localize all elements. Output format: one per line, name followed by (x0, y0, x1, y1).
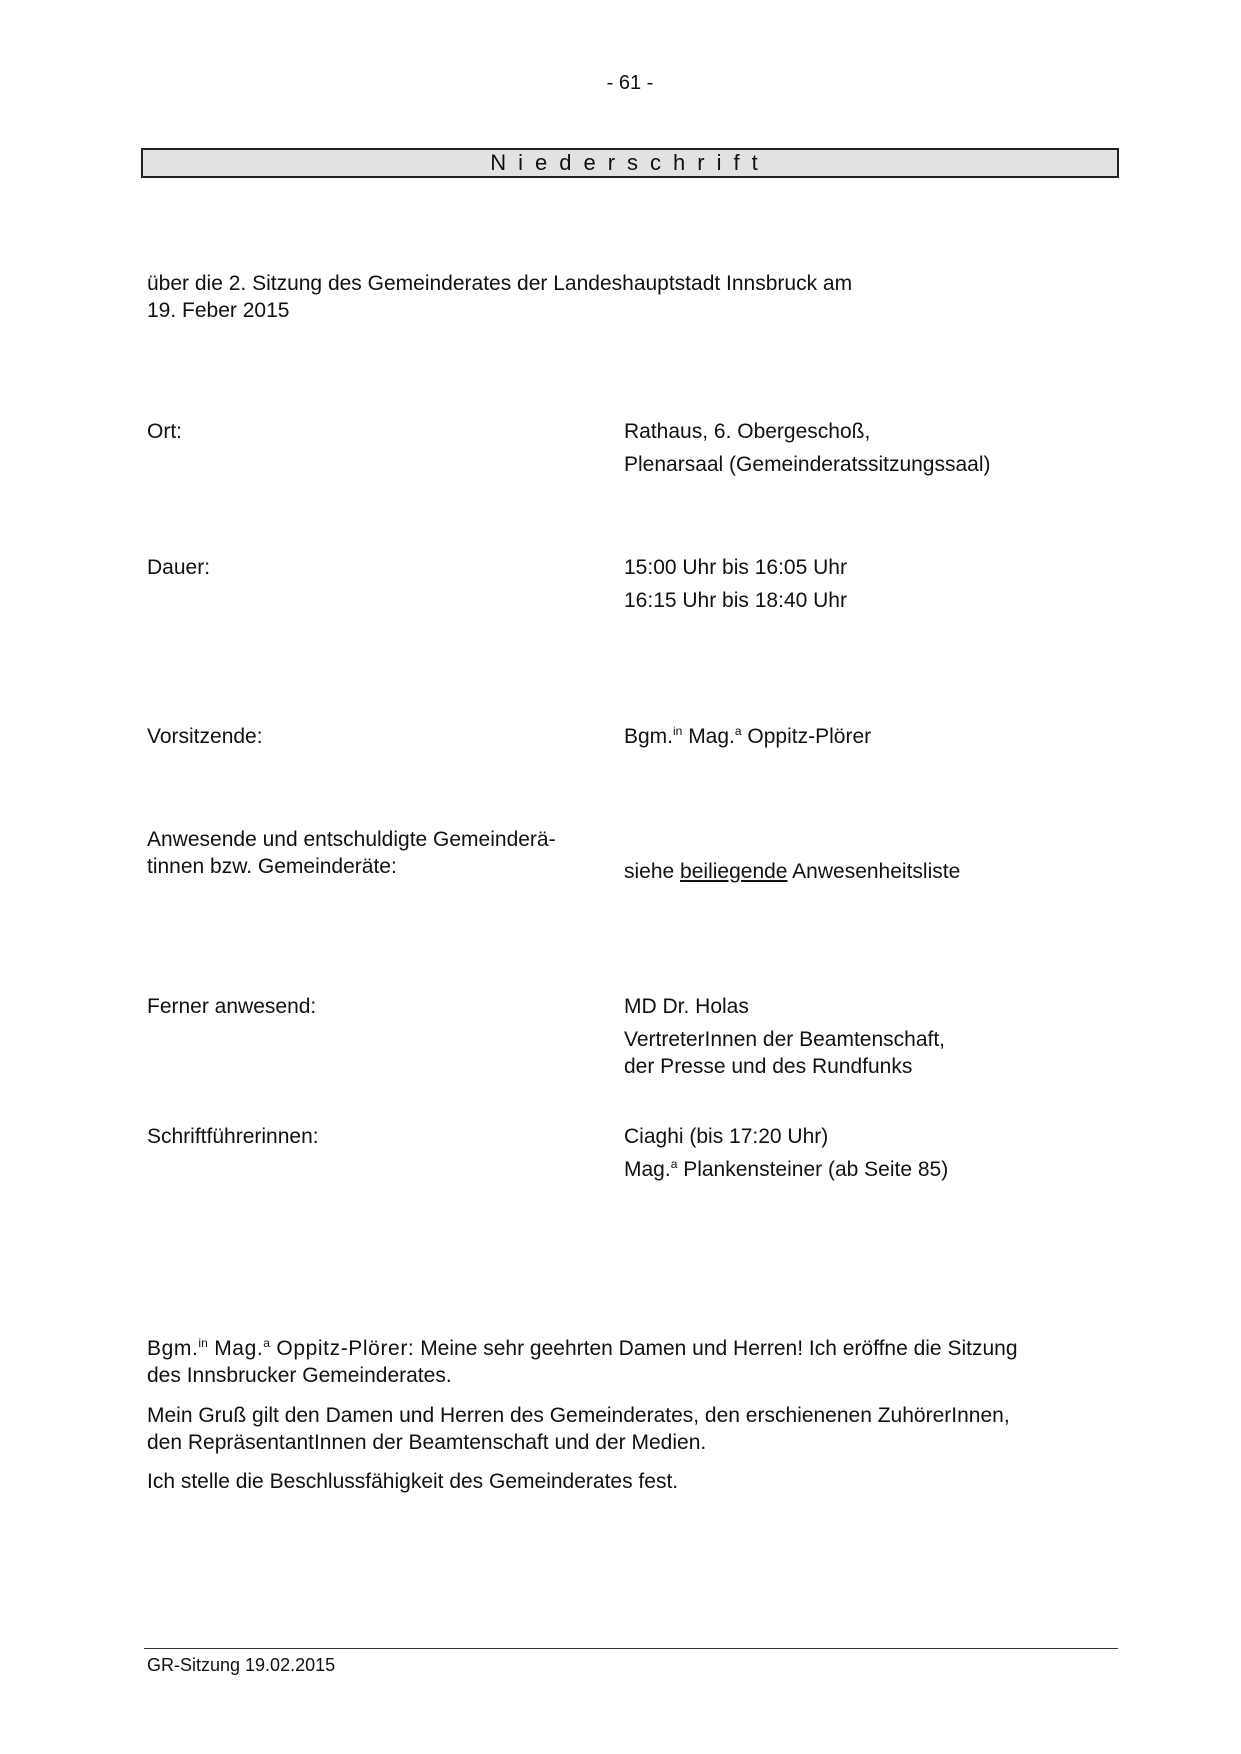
schrift-line-1: Ciaghi (bis 17:20 Uhr) (624, 1125, 829, 1148)
intro-line-1: über die 2. Sitzung des Gemeinderates der Landeshauptstadt Innsbruck am (147, 272, 853, 295)
anwesend-pre: siehe (624, 860, 681, 883)
ort-line-1: Rathaus, 6. Obergeschoß, (624, 420, 871, 443)
footer-divider (144, 1648, 1118, 1649)
vorsitz-title: Bgm. (624, 725, 674, 748)
para2-line-2: den RepräsentantInnen der Beamtenschaft und der Medien. (147, 1431, 707, 1454)
speech-paragraph-1 (147, 1335, 1127, 1389)
para1-rest: Meine sehr geehrten Damen und Herren! Ich eröffne die Sitzung (414, 1337, 1018, 1360)
schrift-line-2 (624, 1153, 948, 1186)
dauer-line-1: 15:00 Uhr bis 16:05 Uhr (624, 556, 847, 579)
speech-paragraph-3: Ich stelle die Beschlussfähigkeit des Gemeinderates fest. (147, 1470, 679, 1493)
footer-text: GR-Sitzung 19.02.2015 (147, 1655, 336, 1675)
speaker-sup-2: a (263, 1336, 270, 1350)
para2-line-1: Mein Gruß gilt den Damen und Herren des Gemeinderates, den erschienenen ZuhörerInnen, (147, 1404, 1010, 1427)
anwesend-label-line-2: tinnen bzw. Gemeinderäte: (147, 855, 397, 878)
speech-paragraph-2 (147, 1402, 1127, 1456)
intro-text (147, 270, 852, 324)
dauer-value (624, 551, 847, 617)
intro-line-2: 19. Feber 2015 (147, 299, 290, 322)
anwesend-label-line-1: Anwesende und entschuldigte Gemeinderä- (147, 828, 556, 851)
document-title: Niederschrift (141, 148, 1119, 178)
vorsitz-sup-1: in (673, 724, 683, 738)
ferner-line-2: VertreterInnen der Beamtenschaft, (624, 1028, 946, 1051)
speaker-degree: Mag. (207, 1337, 264, 1360)
vorsitz-name: Oppitz-Plörer (741, 725, 872, 748)
anwesend-post: Anwesenheitsliste (787, 860, 961, 883)
schrift-title: Mag. (624, 1158, 671, 1181)
vorsitz-label: Vorsitzende: (147, 725, 263, 748)
schrift-sup: a (670, 1157, 678, 1171)
ort-line-2: Plenarsaal (Gemeinderatssitzungssaal) (624, 453, 991, 476)
speaker-title: Bgm. (147, 1337, 199, 1360)
anwesend-label (147, 826, 556, 880)
page-number: - 61 - (606, 72, 654, 94)
ferner-value (624, 990, 945, 1080)
vorsitz-value (624, 720, 871, 753)
dauer-line-2: 16:15 Uhr bis 18:40 Uhr (624, 589, 847, 612)
ferner-label: Ferner anwesend: (147, 995, 317, 1018)
anwesend-underlined: beiliegende (680, 860, 788, 883)
speaker-name: Oppitz-Plörer: (269, 1337, 415, 1360)
dauer-label: Dauer: (147, 556, 211, 579)
schrift-value (624, 1120, 948, 1186)
para1-line-2: des Innsbrucker Gemeinderates. (147, 1364, 452, 1387)
vorsitz-sup-2: a (734, 724, 742, 738)
speaker-sup-1: in (198, 1336, 208, 1350)
vorsitz-degree: Mag. (682, 725, 735, 748)
anwesend-value (624, 855, 960, 888)
ferner-line-3: der Presse und des Rundfunks (624, 1055, 913, 1078)
ort-label: Ort: (147, 420, 182, 443)
ort-value (624, 415, 991, 481)
ferner-line-1: MD Dr. Holas (624, 995, 749, 1018)
schrift-name: Plankensteiner (ab Seite 85) (677, 1158, 949, 1181)
schrift-label: Schriftführerinnen: (147, 1125, 319, 1148)
